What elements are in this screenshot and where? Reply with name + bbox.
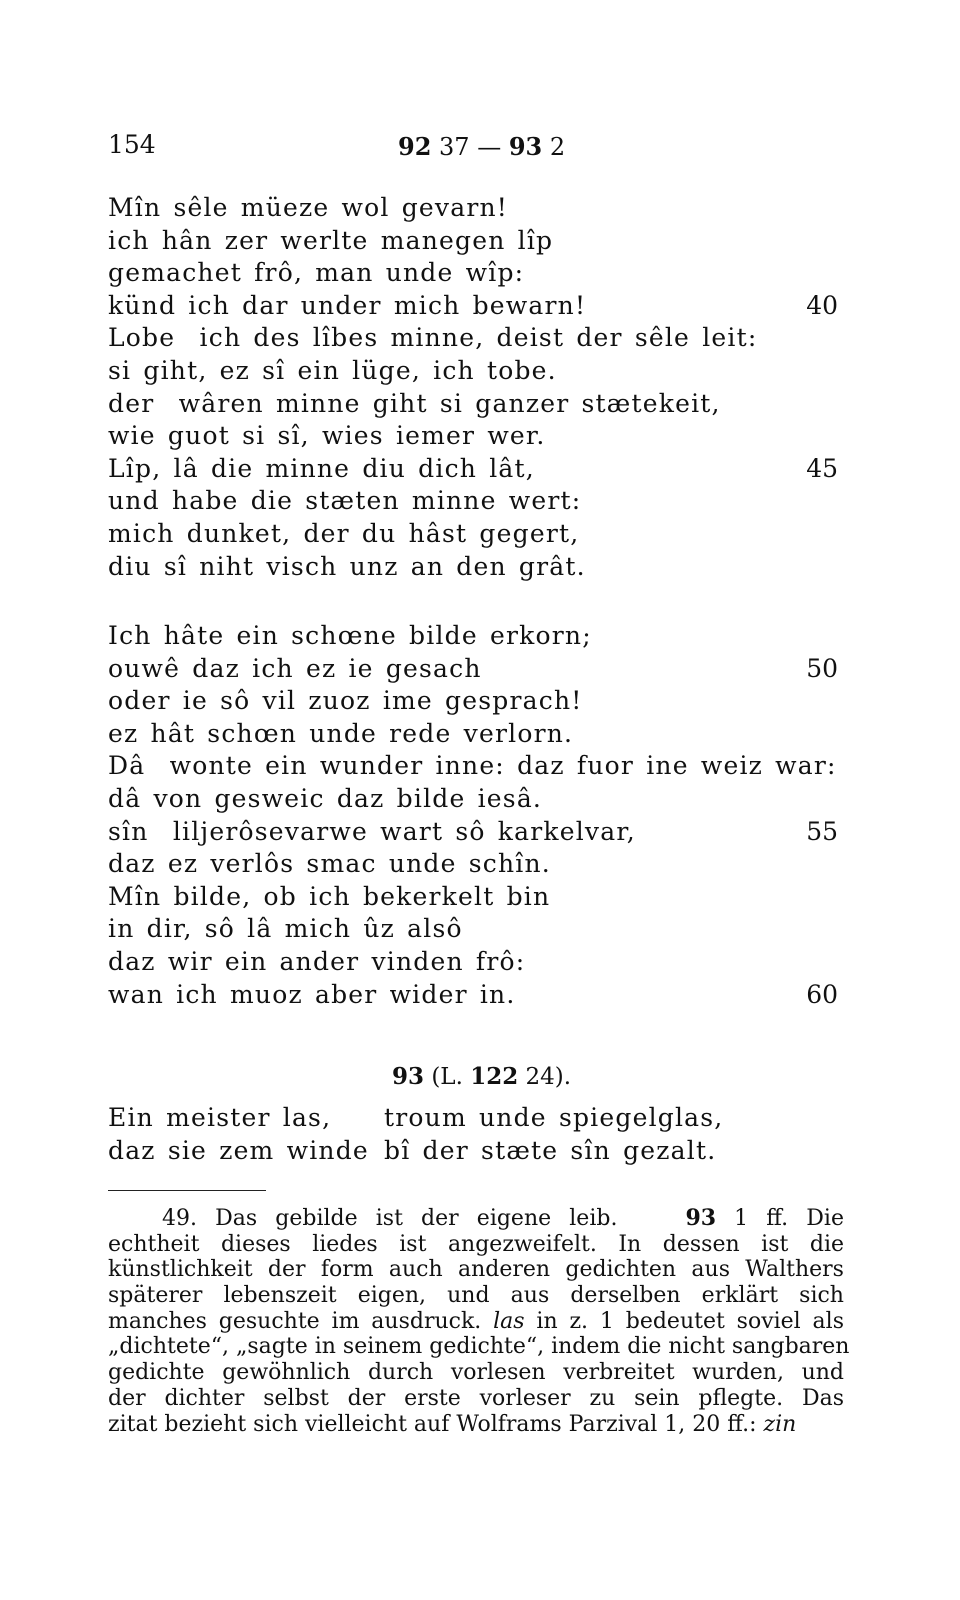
verse-text: und habe die stæten minne wert: (108, 486, 582, 516)
verse-text: in dir, sô lâ mich ûz alsô (108, 914, 463, 944)
footnote-text: manches gesuchte im ausdruck. (108, 1308, 494, 1334)
running-head (398, 132, 565, 161)
verse-line (108, 848, 848, 881)
poem-stanza-2 (108, 620, 848, 1011)
couplet-second-half: bî der stæte sîn gezalt. (384, 1135, 717, 1165)
verse-line (108, 979, 848, 1012)
footnote-line: gedichte gewöhnlich durch vorlesen verbreitet wurden, und (108, 1360, 845, 1386)
footnote-line: echtheit dieses liedes ist angezweifelt. In dessen ist die (108, 1231, 845, 1257)
verse-line (108, 750, 848, 783)
footnote-line: „dichtete“, „sagte in seinem gedichte“, indem die nicht sangbaren (108, 1334, 850, 1360)
footnote-line (108, 1309, 844, 1335)
verse-text: künd ich dar under mich bewarn! (108, 290, 587, 320)
couplet-first-half: Ein meister las, (108, 1103, 332, 1132)
verse-text: dâ von gesweic daz bilde iesâ. (108, 783, 543, 813)
verse-text: der wâren minne giht si ganzer stætekeit, (108, 388, 721, 418)
verse-line (108, 485, 848, 518)
footnote-italic: las (493, 1308, 525, 1334)
footnote-line (108, 1412, 844, 1438)
couplet (108, 1102, 848, 1167)
footnote-ref: 93 (685, 1205, 717, 1231)
verse-text: Lobe ich des lîbes minne, deist der sêle leit: (108, 323, 758, 353)
verse-line (108, 322, 848, 355)
verse-line (108, 816, 848, 849)
line-number: 45 (806, 453, 838, 483)
line-number: 55 (806, 816, 838, 846)
footnote-text: in z. 1 bedeutet soviel als (524, 1308, 844, 1334)
verse-text: Dâ wonte ein wunder inne: daz fuor ine weiz war: (108, 751, 837, 781)
footnote-text: 1 ff. Die (716, 1206, 844, 1231)
verse-line (108, 388, 848, 421)
verse-line (108, 225, 848, 258)
footnote-line: späterer lebenszeit eigen, und aus derselben erklärt sich (108, 1283, 844, 1309)
verse-line (108, 518, 848, 551)
page-header (108, 130, 848, 164)
verse-text: ez hât schœn unde rede verlorn. (108, 718, 574, 748)
couplet-line (108, 1102, 848, 1135)
running-head-part: 37 — (431, 133, 509, 161)
verse-line (108, 453, 848, 486)
footnote-line: der dichter selbst der erste vorleser zu sein pflegte. Das (108, 1385, 844, 1411)
line-number: 60 (806, 979, 838, 1009)
verse-text: daz ez verlôs smac unde schîn. (108, 849, 551, 879)
verse-text: Lîp, lâ die minne diu dich lât, (108, 453, 535, 483)
verse-text: mich dunket, der du hâst gegert, (108, 518, 580, 548)
verse-text: wan ich muoz aber wider in. (108, 979, 516, 1009)
verse-text: wie guot si sî, wies iemer wer. (108, 421, 546, 451)
section-ref-part: 24). (518, 1064, 572, 1090)
verse-line (108, 783, 848, 816)
footnote-line (108, 1206, 844, 1232)
verse-text: ouwê daz ich ez ie gesach (108, 653, 482, 683)
verse-text: Ich hâte ein schœne bilde erkorn; (108, 621, 592, 650)
verse-line (108, 355, 848, 388)
verse-line (108, 913, 848, 946)
verse-line (108, 420, 848, 453)
couplet-first-half: daz sie zem winde (108, 1135, 369, 1165)
verse-line (108, 290, 848, 323)
line-number: 50 (806, 653, 838, 683)
verse-line (108, 257, 848, 290)
footnotes (108, 1205, 850, 1437)
footnote-line: künstlichkeit der form auch anderen gedichten aus Walthers (108, 1257, 844, 1283)
verse-text: ich hân zer werlte manegen lîp (108, 225, 554, 255)
verse-text: daz wir ein ander vinden frô: (108, 946, 526, 976)
footnote-text: zitat bezieht sich vielleicht auf Wolframs Parzival 1, 20 ff.: (108, 1411, 764, 1437)
verse-text: oder ie sô vil zuoz ime gesprach! (108, 686, 583, 716)
verse-line (108, 881, 848, 914)
section-number: 93 (392, 1063, 425, 1090)
verse-line (108, 653, 848, 686)
verse-text: sîn liljerôsevarwe wart sô karkelvar, (108, 816, 636, 846)
verse-text: Mîn sêle müeze wol gevarn! (108, 193, 509, 222)
verse-line (108, 620, 848, 653)
verse-line (108, 685, 848, 718)
footnote-text: 49. Das gebilde ist der eigene leib. (162, 1206, 618, 1231)
verse-text: diu sî niht visch unz an den grât. (108, 551, 586, 581)
footnote-separator (108, 1190, 266, 1191)
verse-line (108, 551, 848, 584)
verse-text: gemachet frô, man unde wîp: (108, 258, 525, 288)
verse-line (108, 192, 848, 225)
page-number: 154 (108, 130, 156, 159)
running-head-part: 92 (398, 132, 432, 161)
verse-text: Mîn bilde, ob ich bekerkelt bin (108, 881, 551, 911)
couplet-second-half: troum unde spiegelglas, (384, 1103, 724, 1132)
running-head-part: 2 (542, 133, 566, 161)
section-ref-part: (L. (424, 1064, 471, 1090)
verse-line (108, 946, 848, 979)
verse-text: si giht, ez sî ein lüge, ich tobe. (108, 355, 557, 385)
verse-line (108, 718, 848, 751)
section-ref-bold: 122 (470, 1063, 519, 1090)
couplet-line (108, 1135, 848, 1168)
running-head-part: 93 (508, 132, 543, 161)
poem-stanza-1 (108, 192, 848, 583)
line-number: 40 (806, 290, 838, 320)
footnote-italic: zin (763, 1411, 797, 1437)
